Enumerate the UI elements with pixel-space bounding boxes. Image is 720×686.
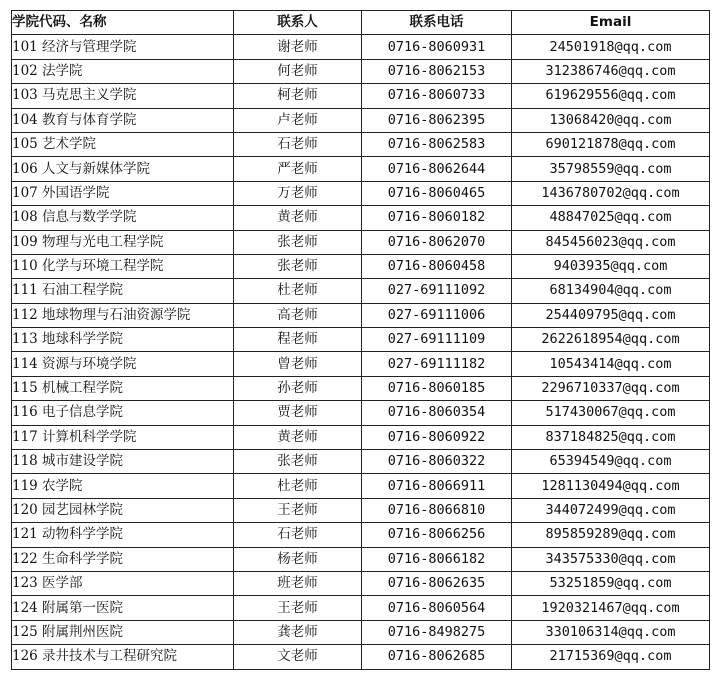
phone-cell: 0716-8060733 bbox=[362, 84, 512, 108]
contact-cell: 黄老师 bbox=[234, 206, 362, 230]
phone-cell: 0716-8062070 bbox=[362, 230, 512, 254]
email-cell: 690121878@qq.com bbox=[512, 132, 710, 156]
department-cell: 115 机械工程学院 bbox=[12, 376, 234, 400]
department-cell: 124 附属第一医院 bbox=[12, 596, 234, 620]
email-cell: 344072499@qq.com bbox=[512, 498, 710, 522]
phone-cell: 0716-8066182 bbox=[362, 547, 512, 571]
phone-cell: 0716-8060922 bbox=[362, 425, 512, 449]
phone-cell: 0716-8060458 bbox=[362, 254, 512, 278]
header-contact: 联系人 bbox=[234, 11, 362, 35]
phone-cell: 0716-8062583 bbox=[362, 132, 512, 156]
contact-cell: 班老师 bbox=[234, 571, 362, 595]
contact-cell: 万老师 bbox=[234, 181, 362, 205]
contact-cell: 杜老师 bbox=[234, 279, 362, 303]
department-cell: 118 城市建设学院 bbox=[12, 450, 234, 474]
table-row bbox=[12, 425, 710, 449]
email-cell: 1281130494@qq.com bbox=[512, 474, 710, 498]
table-row bbox=[12, 547, 710, 571]
table-header bbox=[12, 11, 710, 35]
header-phone: 联系电话 bbox=[362, 11, 512, 35]
department-cell: 122 生命科学学院 bbox=[12, 547, 234, 571]
phone-cell: 0716-8060465 bbox=[362, 181, 512, 205]
email-cell: 1920321467@qq.com bbox=[512, 596, 710, 620]
contact-cell: 严老师 bbox=[234, 157, 362, 181]
phone-cell: 0716-8060354 bbox=[362, 401, 512, 425]
email-cell: 21715369@qq.com bbox=[512, 645, 710, 669]
contact-cell: 高老师 bbox=[234, 303, 362, 327]
contact-cell: 王老师 bbox=[234, 498, 362, 522]
table-row bbox=[12, 328, 710, 352]
phone-cell: 0716-8062644 bbox=[362, 157, 512, 181]
department-cell: 102 法学院 bbox=[12, 59, 234, 83]
department-cell: 117 计算机科学学院 bbox=[12, 425, 234, 449]
table-row bbox=[12, 108, 710, 132]
table-row bbox=[12, 352, 710, 376]
contact-cell: 张老师 bbox=[234, 230, 362, 254]
phone-cell: 0716-8060185 bbox=[362, 376, 512, 400]
department-cell: 107 外国语学院 bbox=[12, 181, 234, 205]
table-row bbox=[12, 35, 710, 59]
phone-cell: 0716-8062635 bbox=[362, 571, 512, 595]
email-cell: 2622618954@qq.com bbox=[512, 328, 710, 352]
department-cell: 111 石油工程学院 bbox=[12, 279, 234, 303]
contact-cell: 龚老师 bbox=[234, 620, 362, 644]
email-cell: 65394549@qq.com bbox=[512, 450, 710, 474]
department-cell: 108 信息与数学学院 bbox=[12, 206, 234, 230]
phone-cell: 0716-8066911 bbox=[362, 474, 512, 498]
department-cell: 110 化学与环境工程学院 bbox=[12, 254, 234, 278]
contact-cell: 张老师 bbox=[234, 254, 362, 278]
table-body bbox=[12, 35, 710, 669]
phone-cell: 027-69111182 bbox=[362, 352, 512, 376]
email-cell: 837184825@qq.com bbox=[512, 425, 710, 449]
table-row bbox=[12, 596, 710, 620]
contact-cell: 谢老师 bbox=[234, 35, 362, 59]
phone-cell: 0716-8066256 bbox=[362, 523, 512, 547]
email-cell: 35798559@qq.com bbox=[512, 157, 710, 181]
contact-cell: 杜老师 bbox=[234, 474, 362, 498]
email-cell: 254409795@qq.com bbox=[512, 303, 710, 327]
department-cell: 113 地球科学学院 bbox=[12, 328, 234, 352]
table-row bbox=[12, 401, 710, 425]
table-row bbox=[12, 620, 710, 644]
table-row bbox=[12, 59, 710, 83]
table-row bbox=[12, 303, 710, 327]
phone-cell: 0716-8060182 bbox=[362, 206, 512, 230]
email-cell: 517430067@qq.com bbox=[512, 401, 710, 425]
table-row bbox=[12, 645, 710, 669]
email-cell: 48847025@qq.com bbox=[512, 206, 710, 230]
email-cell: 330106314@qq.com bbox=[512, 620, 710, 644]
email-cell: 10543414@qq.com bbox=[512, 352, 710, 376]
department-cell: 104 教育与体育学院 bbox=[12, 108, 234, 132]
table-row bbox=[12, 279, 710, 303]
header-department: 学院代码、名称 bbox=[12, 11, 234, 35]
phone-cell: 0716-8060931 bbox=[362, 35, 512, 59]
email-cell: 312386746@qq.com bbox=[512, 59, 710, 83]
contact-cell: 石老师 bbox=[234, 132, 362, 156]
email-cell: 895859289@qq.com bbox=[512, 523, 710, 547]
department-cell: 120 园艺园林学院 bbox=[12, 498, 234, 522]
email-cell: 24501918@qq.com bbox=[512, 35, 710, 59]
table-row bbox=[12, 132, 710, 156]
department-cell: 123 医学部 bbox=[12, 571, 234, 595]
contacts-table bbox=[11, 10, 710, 670]
contact-cell: 柯老师 bbox=[234, 84, 362, 108]
table-row bbox=[12, 230, 710, 254]
phone-cell: 0716-8066810 bbox=[362, 498, 512, 522]
table-row bbox=[12, 206, 710, 230]
contact-cell: 何老师 bbox=[234, 59, 362, 83]
phone-cell: 0716-8062395 bbox=[362, 108, 512, 132]
department-cell: 126 录井技术与工程研究院 bbox=[12, 645, 234, 669]
email-cell: 845456023@qq.com bbox=[512, 230, 710, 254]
phone-cell: 0716-8060322 bbox=[362, 450, 512, 474]
table-row bbox=[12, 571, 710, 595]
department-cell: 112 地球物理与石油资源学院 bbox=[12, 303, 234, 327]
contact-cell: 文老师 bbox=[234, 645, 362, 669]
department-cell: 103 马克思主义学院 bbox=[12, 84, 234, 108]
contact-cell: 贾老师 bbox=[234, 401, 362, 425]
contact-cell: 杨老师 bbox=[234, 547, 362, 571]
department-cell: 109 物理与光电工程学院 bbox=[12, 230, 234, 254]
contact-cell: 卢老师 bbox=[234, 108, 362, 132]
table-row bbox=[12, 157, 710, 181]
department-cell: 116 电子信息学院 bbox=[12, 401, 234, 425]
email-cell: 1436780702@qq.com bbox=[512, 181, 710, 205]
department-cell: 101 经济与管理学院 bbox=[12, 35, 234, 59]
contact-cell: 曾老师 bbox=[234, 352, 362, 376]
email-cell: 68134904@qq.com bbox=[512, 279, 710, 303]
phone-cell: 027-69111109 bbox=[362, 328, 512, 352]
header-row bbox=[12, 11, 710, 35]
contact-cell: 程老师 bbox=[234, 328, 362, 352]
phone-cell: 0716-8498275 bbox=[362, 620, 512, 644]
contact-cell: 张老师 bbox=[234, 450, 362, 474]
table-row bbox=[12, 181, 710, 205]
contact-cell: 黄老师 bbox=[234, 425, 362, 449]
department-cell: 121 动物科学学院 bbox=[12, 523, 234, 547]
table-row bbox=[12, 254, 710, 278]
phone-cell: 0716-8062153 bbox=[362, 59, 512, 83]
department-cell: 106 人文与新媒体学院 bbox=[12, 157, 234, 181]
email-cell: 9403935@qq.com bbox=[512, 254, 710, 278]
table-row bbox=[12, 450, 710, 474]
email-cell: 343575330@qq.com bbox=[512, 547, 710, 571]
department-cell: 105 艺术学院 bbox=[12, 132, 234, 156]
email-cell: 13068420@qq.com bbox=[512, 108, 710, 132]
table-row bbox=[12, 523, 710, 547]
email-cell: 53251859@qq.com bbox=[512, 571, 710, 595]
email-cell: 619629556@qq.com bbox=[512, 84, 710, 108]
table-row bbox=[12, 498, 710, 522]
phone-cell: 027-69111092 bbox=[362, 279, 512, 303]
department-cell: 119 农学院 bbox=[12, 474, 234, 498]
table-row bbox=[12, 474, 710, 498]
table-row bbox=[12, 376, 710, 400]
department-cell: 114 资源与环境学院 bbox=[12, 352, 234, 376]
phone-cell: 0716-8062685 bbox=[362, 645, 512, 669]
contact-cell: 孙老师 bbox=[234, 376, 362, 400]
table-row bbox=[12, 84, 710, 108]
header-email: Email bbox=[512, 11, 710, 35]
department-cell: 125 附属荆州医院 bbox=[12, 620, 234, 644]
email-cell: 2296710337@qq.com bbox=[512, 376, 710, 400]
phone-cell: 0716-8060564 bbox=[362, 596, 512, 620]
contact-cell: 王老师 bbox=[234, 596, 362, 620]
phone-cell: 027-69111006 bbox=[362, 303, 512, 327]
contact-cell: 石老师 bbox=[234, 523, 362, 547]
